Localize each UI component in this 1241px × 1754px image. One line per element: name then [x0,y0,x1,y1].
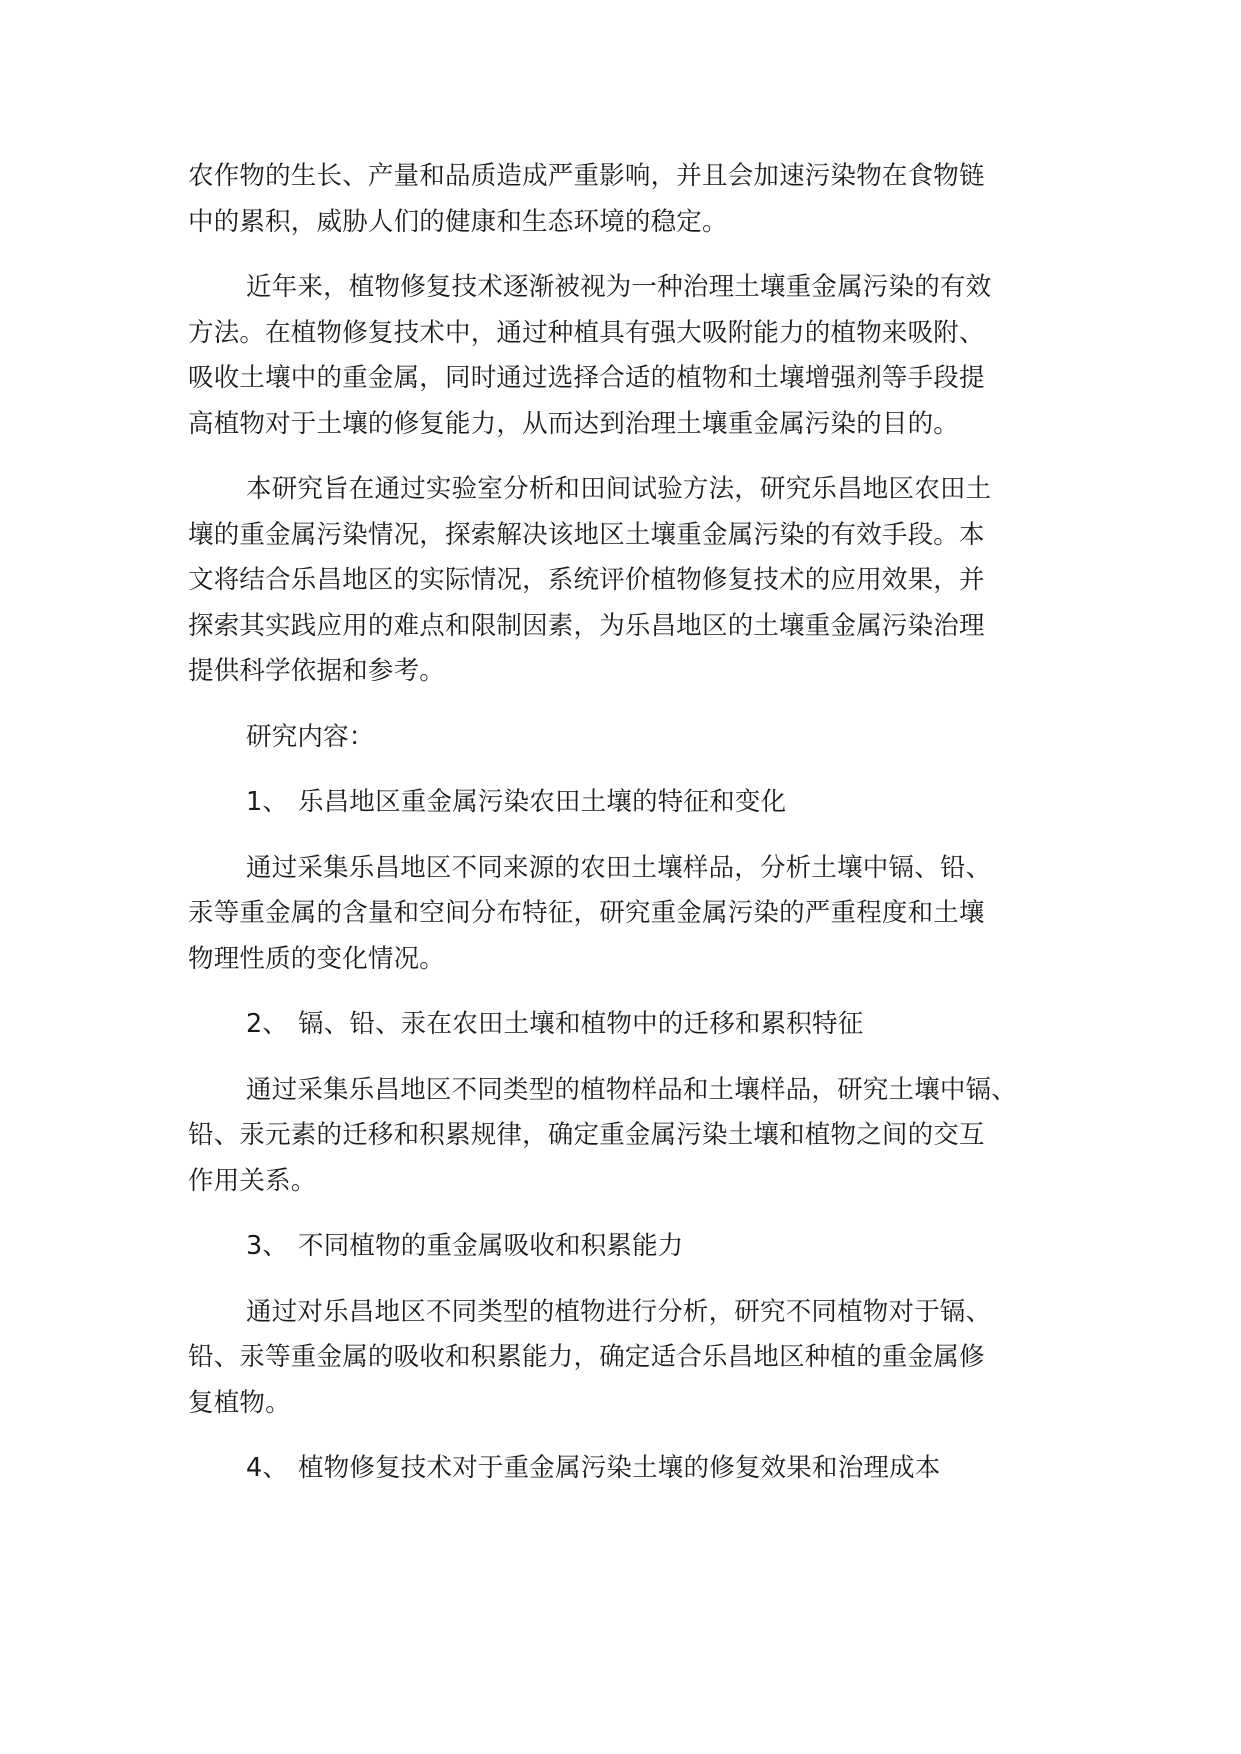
section-number: 2、 [246,1009,289,1039]
paragraph-section-1-body: 通过采集乐昌地区不同来源的农田土壤样品，分析土壤中镉、铅、 汞等重金属的含量和空间分布特征，研究重金属污染的严重程度和土壤 物理性质的变化情况。 [188,852,992,974]
paragraph-research-content-label: 研究内容： [246,721,375,752]
section-number: 3、 [246,1231,289,1261]
section-heading-2 [188,1002,1068,1048]
paragraph-section-3-body: 通过对乐昌地区不同类型的植物进行分析，研究不同植物对于镉、 铅、汞等重金属的吸收和积累能力，确定适合乐昌地区种植的重金属修 复植物。 [188,1296,992,1418]
section-title: 镉、铅、汞在农田土壤和植物中的迁移和累积特征 [298,1009,864,1039]
section-heading-4 [188,1446,1068,1492]
section-heading-1 [188,780,1068,826]
paragraph-continuation: 农作物的生长、产量和品质造成严重影响，并且会加速污染物在食物链 中的累积，威胁人们的健康和生态环境的稳定。 [188,161,985,237]
section-title: 乐昌地区重金属污染农田土壤的特征和变化 [298,787,787,817]
paragraph-research-aim: 本研究旨在通过实验室分析和田间试验方法，研究乐昌地区农田土 壤的重金属污染情况，探索解决该地区土壤重金属污染的有效手段。本 文将结合乐昌地区的实际情况，系统评价植物修复技术的应用效果，并 探索其实践应用的难点和限制因素，为乐昌地区的土壤重金属污染治理 提供科学依据和参考。 [188,474,992,686]
section-number: 1、 [246,787,289,817]
section-number: 4、 [246,1453,289,1483]
document-body [188,154,1068,1512]
section-title: 不同植物的重金属吸收和积累能力 [298,1231,684,1261]
paragraph-section-2-body: 通过采集乐昌地区不同类型的植物样品和土壤样品，研究土壤中镉、 铅、汞元素的迁移和积累规律，确定重金属污染土壤和植物之间的交互 作用关系。 [188,1074,1018,1196]
paragraph-phytoremediation-intro: 近年来，植物修复技术逐渐被视为一种治理土壤重金属污染的有效 方法。在植物修复技术中，通过种植具有强大吸附能力的植物来吸附、 吸收土壤中的重金属，同时通过选择合适的植物和土壤增强剂等手段提 高植物对于土壤的修复能力，从而达到治理土壤重金属污染的目的。 [188,272,992,439]
section-title: 植物修复技术对于重金属污染土壤的修复效果和治理成本 [298,1453,941,1483]
section-heading-3 [188,1224,1068,1270]
